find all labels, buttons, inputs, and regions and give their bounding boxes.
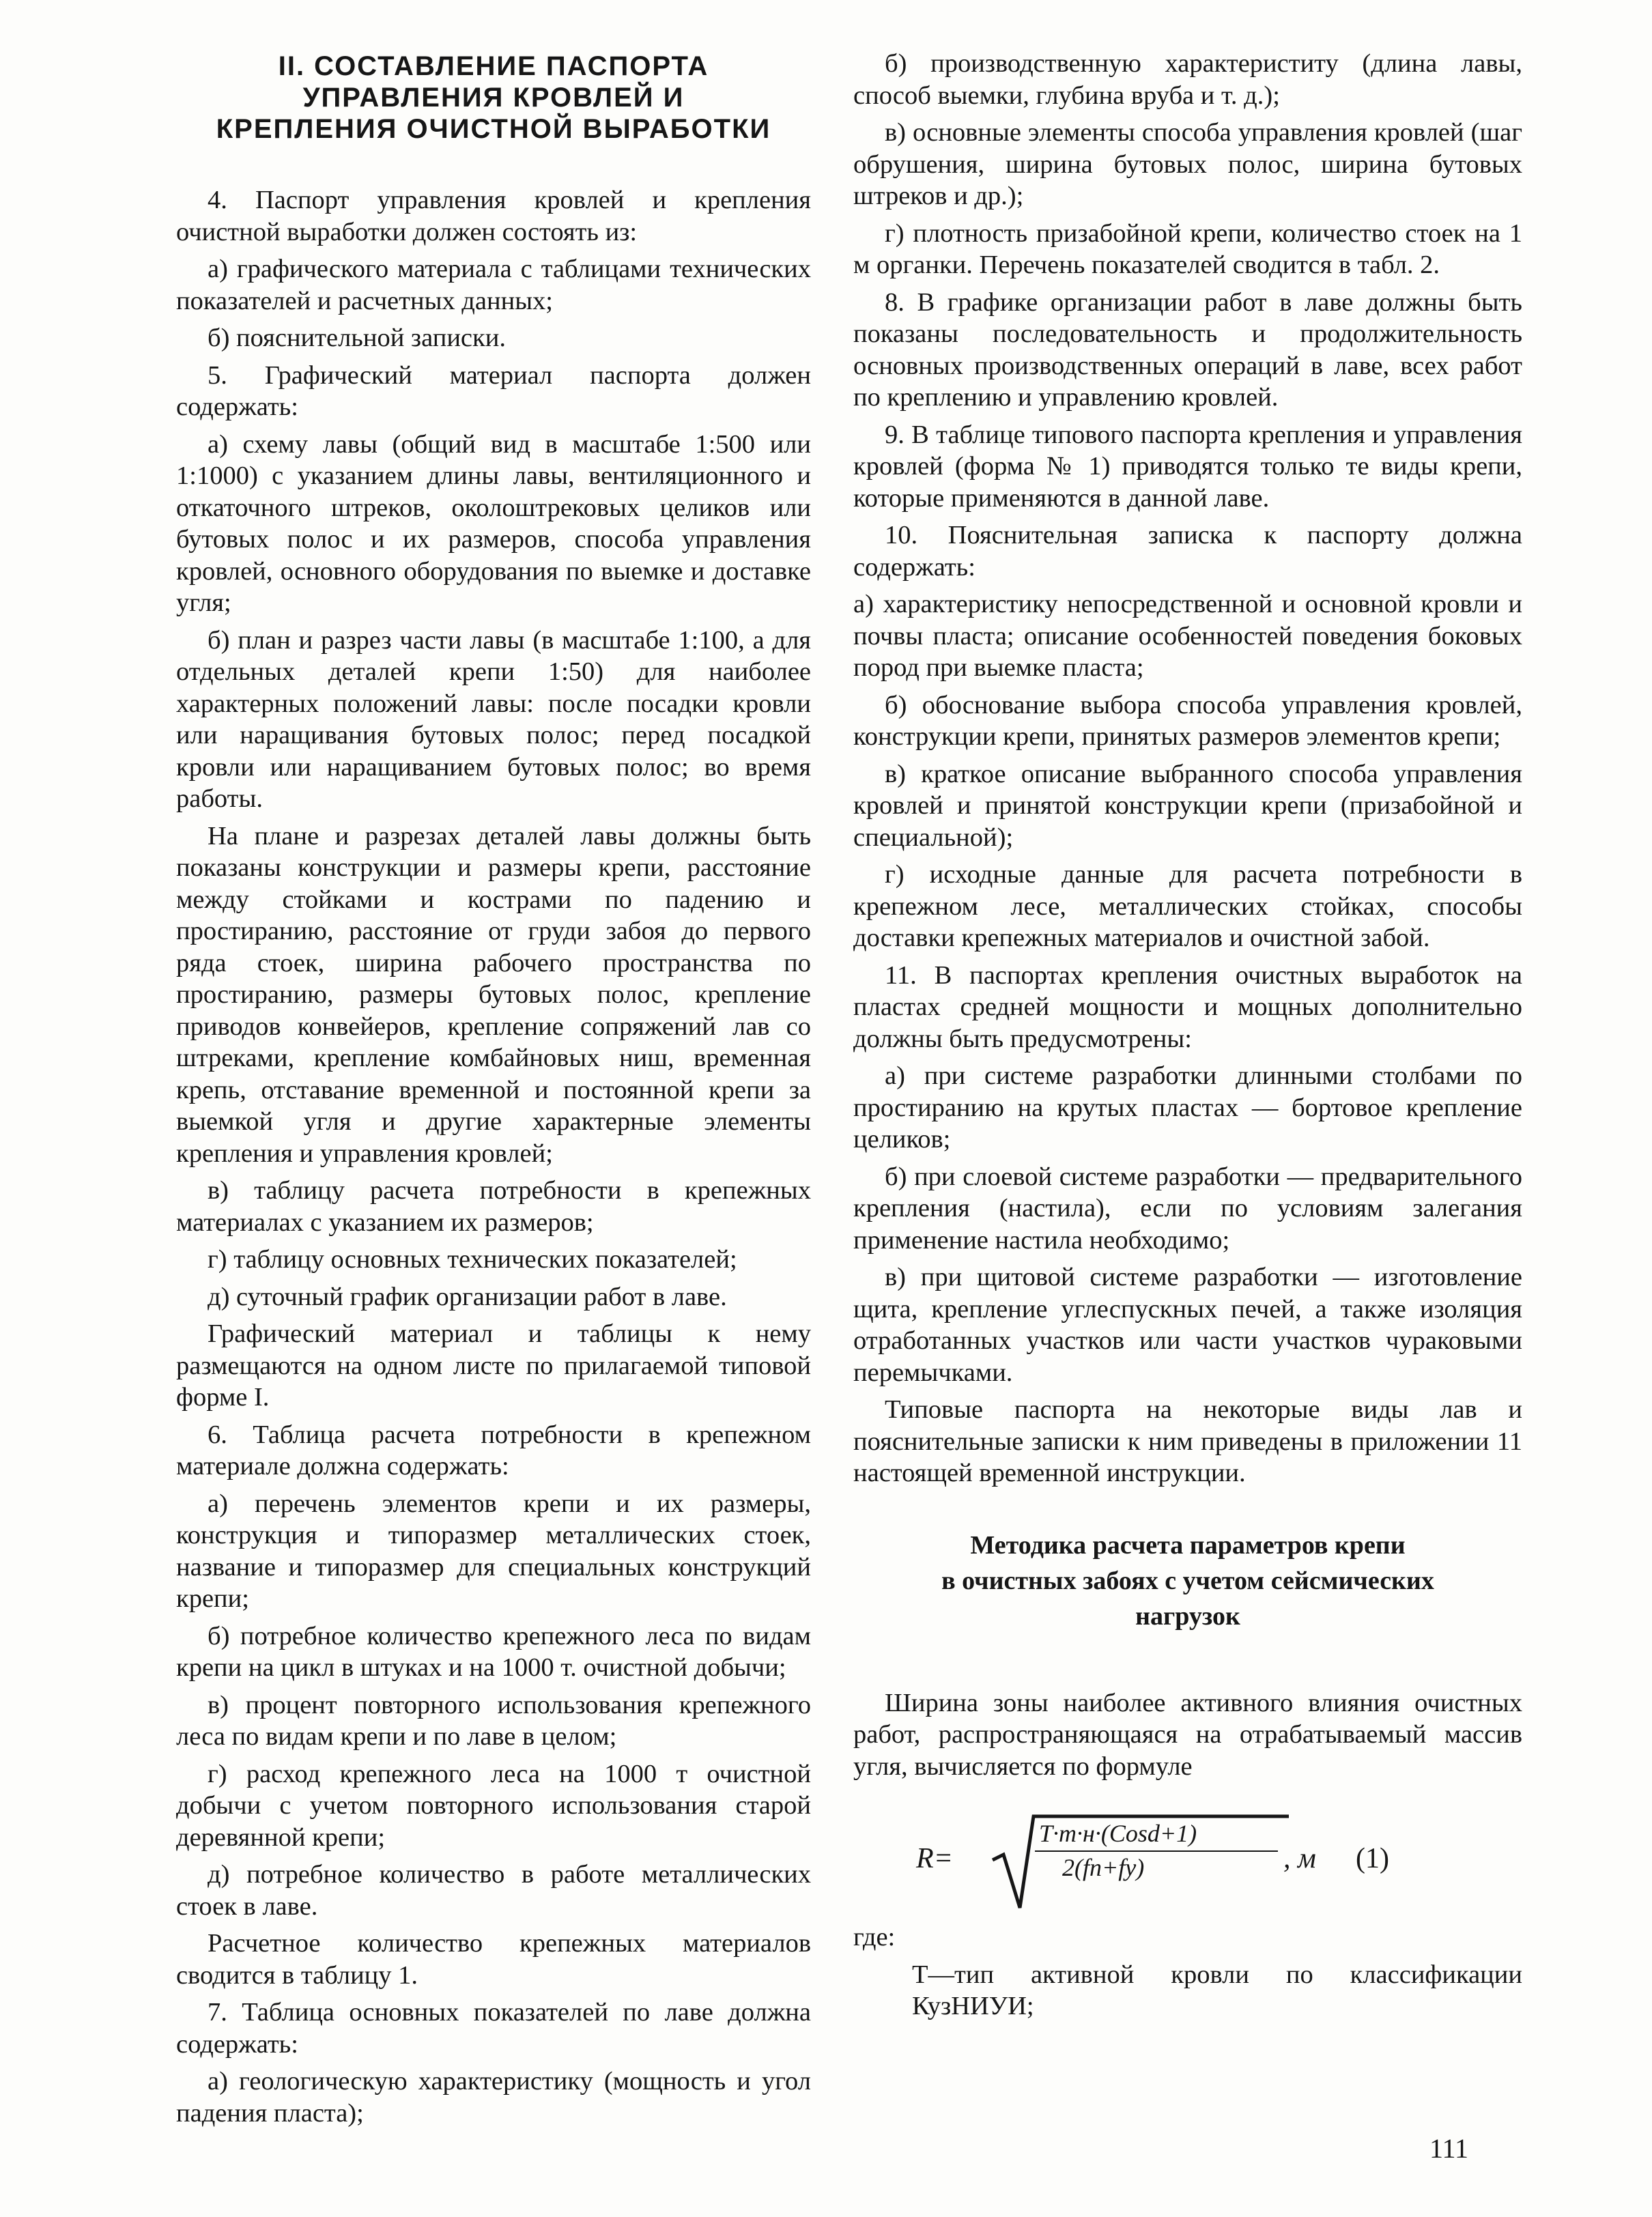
formula-numerator: T·m·н·(Cosd+1) bbox=[1039, 1820, 1197, 1847]
paragraph: б) при слоевой системе разработки — предварительного крепления (настила), если по условиям залегания применение настила необходимо; bbox=[853, 1162, 1522, 1255]
paragraph: 9. В таблице типового паспорта крепления и управления кровлей (форма № 1) приводятся только те виды крепи, которые применяются в данной лаве. bbox=[853, 420, 1522, 513]
paragraph: б) обоснование выбора способа управления кровлей, конструкции крепи, принятых размеров элементов крепи; bbox=[853, 690, 1522, 751]
paragraph: г) исходные данные для расчета потребности в крепежном лесе, металлических стойках, способы доставки крепежных материалов и очистной забой. bbox=[853, 860, 1522, 952]
paragraph: в) основные элементы способа управления кровлей (шаг обрушения, ширина бутовых полос, ширина бутовых штреков и др.); bbox=[853, 118, 1522, 210]
page-number: 111 bbox=[1429, 2133, 1469, 2164]
paragraph: в) процент повторного использования крепежного леса по видам крепи и по лаве в целом; bbox=[176, 1690, 811, 1751]
paragraph: 8. В графике организации работ в лаве должны быть показаны последовательность и продолжительность основных производственных операций в лаве, всех работ по креплению и управлению кровлей. bbox=[853, 287, 1522, 412]
paragraph: б) потребное количество крепежного леса по видам крепи на цикл в штуках и на 1000 т. очистной добычи; bbox=[176, 1621, 811, 1682]
paragraph: 5. Графический материал паспорта должен содержать: bbox=[176, 360, 811, 421]
paragraph: 11. В паспортах крепления очистных выработок на пластах средней мощности и мощных дополнительно должны быть предусмотрены: bbox=[853, 960, 1522, 1053]
section-title-line: КРЕПЛЕНИЯ ОЧИСТНОЙ ВЫРАБОТКИ bbox=[216, 114, 771, 144]
paragraph: а) при системе разработки длинными столбами по простиранию на крутых пластах — бортовое крепление целиков; bbox=[853, 1061, 1522, 1154]
paragraph: д) потребное количество в работе металлических стоек в лаве. bbox=[176, 1860, 811, 1921]
subsection-title bbox=[853, 1528, 1522, 1634]
paragraph: 4. Паспорт управления кровлей и крепления очистной выработки должен состоять из: bbox=[176, 186, 811, 246]
fraction-bar bbox=[1035, 1850, 1278, 1852]
paragraph: а) схему лавы (общий вид в масштабе 1:500 или 1:1000) с указанием длины лавы, вентиляционного и откаточного штреков, околоштрековых целиков или бутовых полос и их размеров, способа управления кровлей, основного оборудования по выемке и доставке угля; bbox=[176, 429, 811, 617]
paragraph: в) при щитовой системе разработки — изготовление щита, крепление углеспускных печей, а также изоляция отработанных участков или части участков чураковыми перемычками. bbox=[853, 1263, 1522, 1387]
section-title-line: УПРАВЛЕНИЯ КРОВЛЕЙ И bbox=[302, 83, 685, 113]
paragraph: б) производственную характериститу (длина лавы, способ выемки, глубина вруба и т. д.); bbox=[853, 49, 1522, 110]
subsection-title-line: Методика расчета параметров крепи bbox=[970, 1530, 1406, 1560]
method-paragraph: Ширина зоны наиболее активного влияния очистных работ, распространяющаяся на отрабатываемый массив угля, вычисляется по формуле bbox=[853, 1688, 1522, 1781]
paragraph: б) план и разрез части лавы (в масштабе 1:100, а для отдельных деталей крепи 1:50) для наиболее характерных положений лавы: после посадки кровли или наращивания бутовых полос; перед посадкой кровли или наращиванием бутовых полос; во время работы. bbox=[176, 625, 811, 813]
formula bbox=[853, 1810, 1522, 1912]
equation-number: (1) bbox=[1356, 1843, 1389, 1874]
paragraph: д) суточный график организации работ в лаве. bbox=[208, 1282, 727, 1311]
paragraph: а) характеристику непосредственной и основной кровли и почвы пласта; описание особенностей поведения боковых пород при выемке пласта; bbox=[853, 590, 1522, 682]
paragraph: 7. Таблица основных показателей по лаве должна содержать: bbox=[176, 1998, 811, 2059]
section-title bbox=[176, 51, 811, 145]
paragraph: Типовые паспорта на некоторые виды лав и пояснительные записки к ним приведены в приложении 11 настоящей временной инструкции. bbox=[853, 1395, 1522, 1487]
paragraph: а) геологическую характеристику (мощность и угол падения пласта); bbox=[176, 2067, 811, 2128]
paragraph: а) графического материала с таблицами технических показателей и расчетных данных; bbox=[176, 255, 811, 315]
where-label: где: bbox=[853, 1923, 896, 1951]
paragraph: г) плотность призабойной крепи, количество стоек на 1 м органки. Перечень показателей сводится в табл. 2. bbox=[853, 218, 1522, 279]
paragraph: б) пояснительной записки. bbox=[208, 324, 506, 352]
paragraph: в) таблицу расчета потребности в крепежных материалах с указанием их размеров; bbox=[176, 1176, 811, 1237]
subsection-title-line: нагрузок bbox=[1135, 1601, 1240, 1631]
paragraph: 10. Пояснительная записка к паспорту должна содержать: bbox=[853, 521, 1522, 582]
paragraph: г) расход крепежного леса на 1000 т очистной добычи с учетом повторного использования старой деревянной крепи; bbox=[176, 1759, 811, 1852]
paragraph: Графический материал и таблицы к нему размещаются на одном листе по прилагаемой типовой форме I. bbox=[176, 1319, 811, 1412]
paragraph: Расчетное количество крепежных материалов сводится в таблицу 1. bbox=[176, 1929, 811, 1990]
paragraph: На плане и разрезах деталей лавы должны быть показаны конструкции и размеры крепи, расстояние между стойками и кострами по падению и простиранию, расстояние от груди забоя до первого ряда стоек, ширина рабочего пространства по простиранию, размеры бутовых полос, крепление приводов конвейеров, крепление сопряжений лав со штреками, крепление комбайновых ниш, временная крепь, отставание временной и постоянной крепи за выемкой угля и другие характерные элементы крепления и управления кровлей; bbox=[176, 821, 811, 1168]
section-title-line: II. СОСТАВЛЕНИЕ ПАСПОРТА bbox=[278, 51, 709, 81]
paragraph: а) перечень элементов крепи и их размеры, конструкция и типоразмер металлических стоек, название и типоразмер для специальных конструкций крепи; bbox=[176, 1489, 811, 1613]
subsection-title-line: в очистных забоях с учетом сейсмических bbox=[941, 1566, 1434, 1595]
paragraph: г) таблицу основных технических показателей; bbox=[208, 1245, 737, 1274]
left-column bbox=[176, 48, 811, 2134]
right-column bbox=[853, 48, 1522, 2028]
formula-unit: , м bbox=[1283, 1843, 1316, 1874]
paragraph: в) краткое описание выбранного способа управления кровлей и принятой конструкции крепи (призабойной и специальной); bbox=[853, 759, 1522, 852]
definition-item: T—тип активной кровли по классификации КузНИУИ; bbox=[912, 1960, 1522, 2020]
formula-denominator: 2(fп+fу) bbox=[1062, 1854, 1145, 1881]
paragraph: 6. Таблица расчета потребности в крепежном материале должна содержать: bbox=[176, 1420, 811, 1481]
formula-lhs: R= bbox=[916, 1843, 953, 1874]
